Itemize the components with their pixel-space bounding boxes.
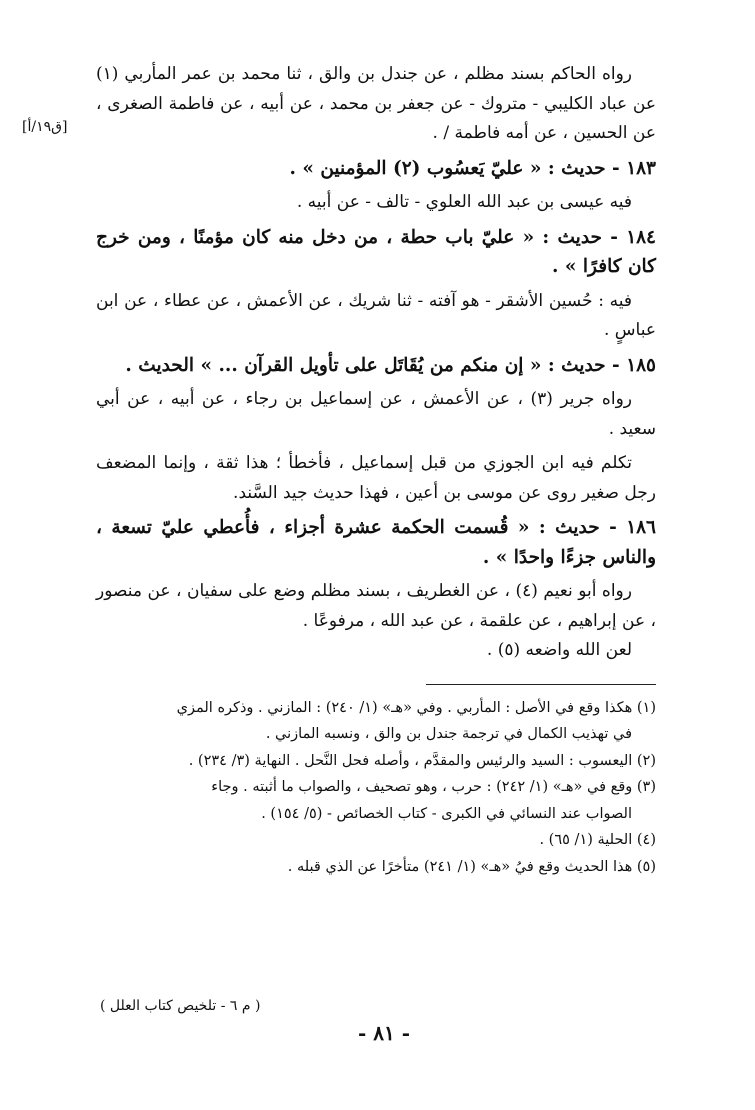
footnote-continuation: الصواب عند النسائي في الكبرى - كتاب الخصائص - (٥/ ١٥٤) . xyxy=(261,805,632,822)
page-number: - ٨١ - xyxy=(358,1021,411,1045)
footnotes xyxy=(96,695,656,881)
footnote-divider xyxy=(426,684,656,685)
hadith-heading: ١٨٣ - حديث : « عليّ يَعسُوب (٢) المؤمنين » . xyxy=(289,157,656,179)
manuscript-folio-ref: [ق١٩/أ] xyxy=(22,119,68,135)
footnote: (٤) الحلية (١/ ٦٥) . xyxy=(539,832,656,848)
hadith-heading: ١٨٤ - حديث : « عليّ باب حطة ، من دخل منه كان مؤمنًا ، ومن خرج كان كافرًا » . xyxy=(96,226,656,277)
chapter-label: ( م ٦ - تلخيص كتاب العلل ) xyxy=(100,998,261,1014)
footnote: (٣) وقع في «هـ» (١/ ٢٤٢) : حرب ، وهو تصحيف ، والصواب ما أثبته . وجاء xyxy=(211,779,656,795)
paragraph: رواه أبو نعيم (٤) ، عن الغطريف ، بسند مظلم وضع على سفيان ، عن منصور ، عن إبراهيم ، عن علقمة ، عن عبد الله ، مرفوعًا . xyxy=(96,581,656,631)
paragraph: فيه عيسى بن عبد الله العلوي - تالف - عن أبيه . xyxy=(296,192,632,212)
footnote-continuation: في تهذيب الكمال في ترجمة جندل بن والق ، ونسبه المازني . xyxy=(265,726,632,742)
paragraph: رواه الحاكم بسند مظلم ، عن جندل بن والق ، ثنا محمد بن عمر المأربي (١) عن عباد الكليبي - متروك - عن جعفر بن محمد ، عن أبيه ، عن فاطمة الصغرى ، عن الحسين ، عن أمه فاطمة / . xyxy=(96,64,656,143)
footnote: (٢) اليعسوب : السيد والرئيس والمقدَّم ، وأصله فحل النَّحل . النهاية (٣/ ٢٣٤) . xyxy=(188,752,656,769)
footnote: (٥) هذا الحديث وقع فيُ «هـ» (١/ ٢٤١) متأخرًا عن الذي قبله . xyxy=(287,858,656,875)
hadith-heading: ١٨٥ - حديث : « إن منكم من يُقَاتَل على تأويل القرآن ... » الحديث . xyxy=(125,354,656,376)
hadith-heading: ١٨٦ - حديث : « قُسمت الحكمة عشرة أجزاء ، فأُعطي عليّ تسعة ، والناس جزءًا واحدًا » . xyxy=(96,517,656,568)
paragraph: فيه : حُسين الأشقر - هو آفته - ثنا شريك ، عن الأعمش ، عن عطاء ، عن ابن عباسٍ . xyxy=(96,290,656,340)
paragraph: رواه جرير (٣) ، عن الأعمش ، عن إسماعيل بن رجاء ، عن أبيه ، عن أبي سعيد . xyxy=(96,389,656,439)
main-text xyxy=(96,60,656,666)
footnote: (١) هكذا وقع في الأصل : المأربي . وفي «هـ» (١/ ٢٤٠) : المازني . وذكره المزي xyxy=(176,699,656,716)
paragraph: تكلم فيه ابن الجوزي من قبل إسماعيل ، فأخطأ ؛ هذا ثقة ، وإنما المضعف رجل صغير روى عن موسى بن أعين ، فهذا حديث جيد السَّند. xyxy=(96,453,656,503)
paragraph: لعن الله واضعه (٥) . xyxy=(486,640,632,660)
page-content xyxy=(96,60,656,880)
